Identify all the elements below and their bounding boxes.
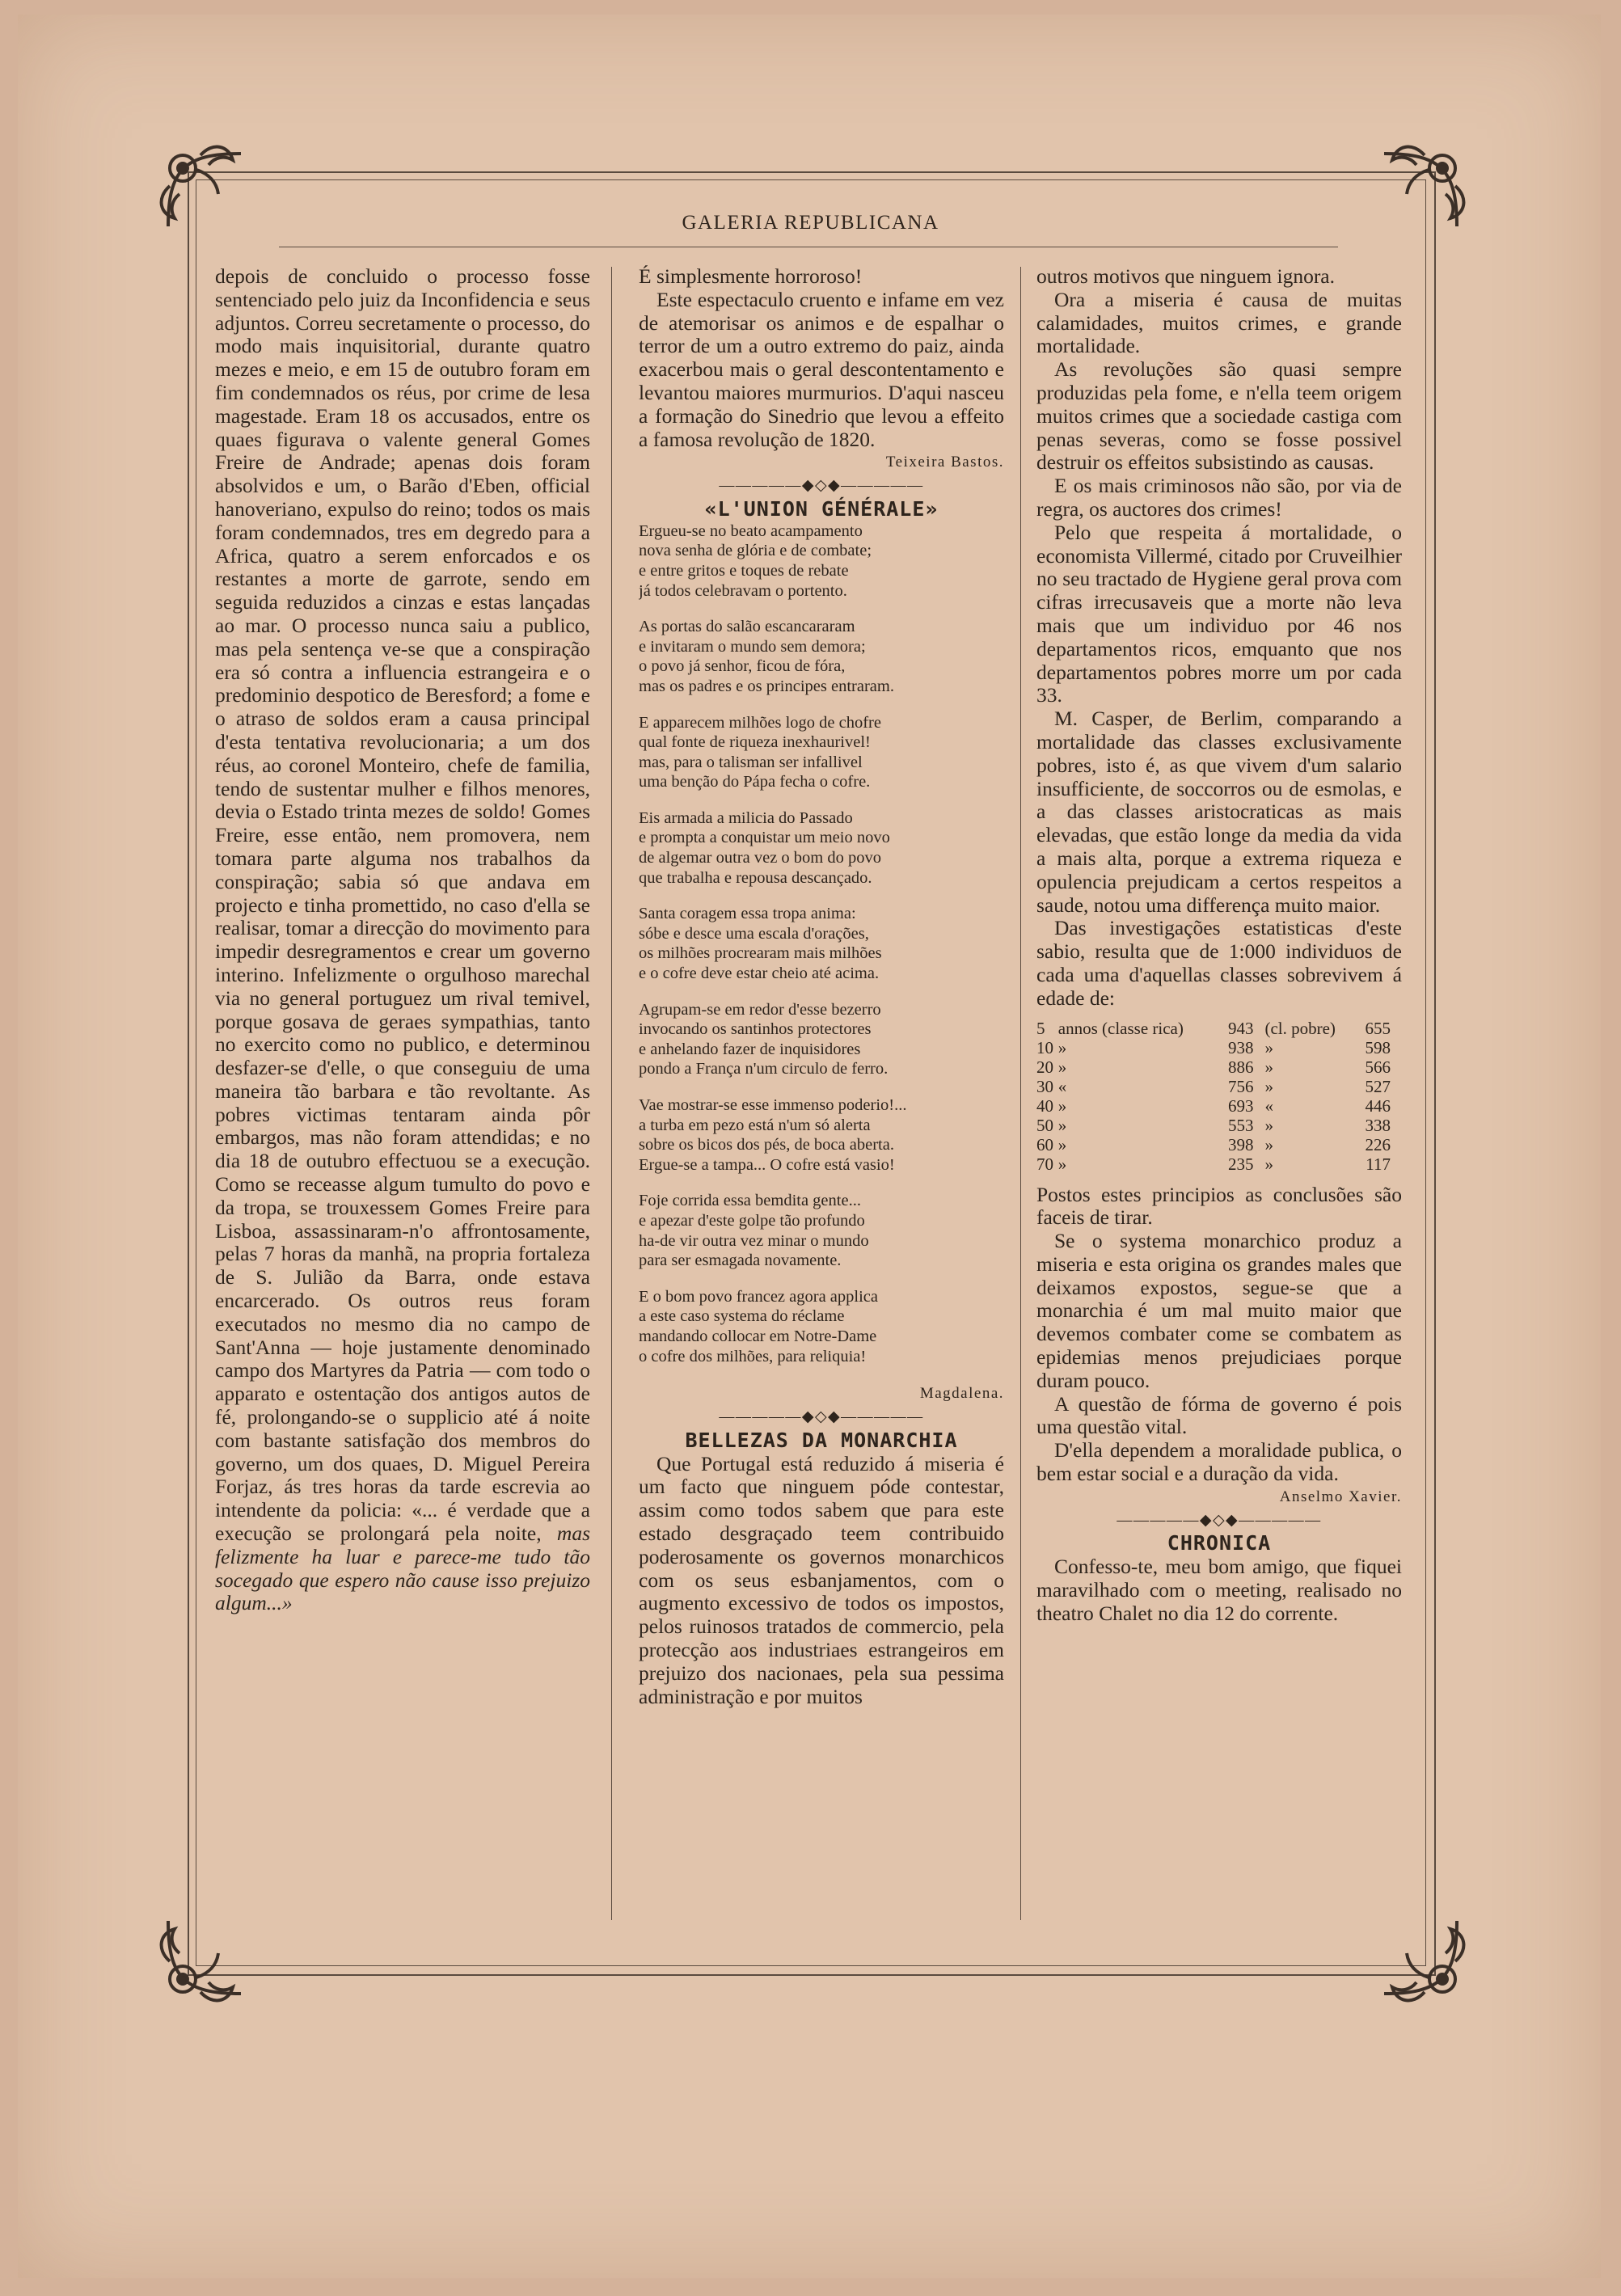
table-row [1036,1116,1402,1135]
table-cell: « [1057,1076,1067,1096]
column-divider-1 [611,267,612,1920]
paragraph: Das investigações estatisticas d'este sabio, resulta que de 1:000 individuos de cada uma d'aquellas classes sobrevivem á edade de: [1036,916,1402,1010]
table-cell: 446 [1365,1095,1391,1116]
poem-line: pondo a França n'um circulo de ferro. [639,1060,889,1078]
table-cell: 226 [1365,1134,1391,1154]
paragraph: Se o systema monarchico produz a miseria e esta origina os grandes males que deixamos expostos, segue-se que a monarchia é um mal muito maior que devemos combater come se combatem as epidemias menos prejudiciaes porque duram pouco. [1036,1229,1402,1392]
table-cell: 117 [1366,1154,1391,1174]
table-cell: 235 [1227,1154,1254,1174]
table-cell: » [1057,1154,1067,1174]
table-cell: » [1057,1095,1067,1116]
poem-stanza [639,1095,1004,1175]
poem-line: e anhelando fazer de inquisidores [639,1040,861,1058]
poem-line: e invitaram o mundo sem demora; [639,637,866,656]
poem-line: o povo já senhor, ficou de fóra, [639,657,846,676]
paragraph: Pelo que respeita á mortalidade, o economista Villermé, citado por Cruveilhier no seu tractado de Hygiene geral prova com cifras irrecusaveis que a morte não leva mais que um individuo por 46 nos departamentos ricos, emquanto que nos departamentos pobres morre um por cada 33. [1036,520,1402,707]
mortality-table [1036,1019,1402,1174]
paragraph: Postos estes principios as conclusões são faceis de tirar. [1036,1182,1402,1230]
poem [639,521,1004,1366]
table-cell: » [1057,1115,1067,1135]
paragraph: outros motivos que ninguem ignora. [1036,265,1336,288]
column-divider-2 [1020,267,1021,1920]
poem-line: Vae mostrar-se esse immenso poderio!... [639,1096,907,1115]
table-cell: 943 [1227,1018,1254,1038]
table-cell: 10 [1036,1037,1053,1057]
table-cell: 20 [1036,1057,1053,1077]
table-cell: 655 [1365,1018,1391,1038]
paragraph: Ora a miseria é causa de muitas calamidades, muitos crimes, e grande mortalidade. [1036,287,1402,358]
table-cell: » [1264,1154,1273,1174]
poem-line: ha-de vir outra vez minar o mundo [639,1231,869,1250]
table-cell: » [1057,1057,1067,1077]
article-body-text: depois de concluido o processo fosse sentenciado pelo juiz da Inconfidencia e seus adjuntos. Correu secretamente o processo, do modo mais inquisitorial, durante quatro mezes e meio, e em 15 de outubro foram em fim condemnados os réus, por crime de lesa magestade. Eram 18 os accusados, entre os quaes figurava o valente general Gomes Freire de Andrade; apenas dois foram absolvidos e um, o Barão d'Eben, official hanoveriano, expulso do reino; todos os mais foram condemnados, tres em degredo para a Africa, quatro a serem enforcados e os restantes a morte de garrote, sendo em seguida reduzidos a cinzas e estas lançadas ao mar. O processo nunca saiu a publico, mas pela sentença ve-se que a conspiração era só contra a influencia estrangeira e o predominio despotico de Beresford; a fome e o atraso de soldos eram a causa principal d'esta tentativa revolucionaria; a um dos réus, ao coronel Monteiro, chefe de familia, tendo de sustentar mulher e filhos menores, devia o Estado trinta mezes de soldo! Gomes Freire, esse então, nem promovera, nem tomara parte alguma nos trabalhos da conspiração; sabia só que andava em projecto e tinha promettido, no caso d'ella se realisar, tomar a direcção do movimento para impedir desregramentos e crear um governo interino. Infelizmente o orgulhoso marechal via no general portuguez um rival temivel, porque gosava de geraes sympathias, tanto no exercito como no publico, e determinou desfazer-se d'elle, o que conseguiu de uma maneira tão barbara e tão revoltante. As pobres victimas tentaram ainda pôr embargos, mas não foram attendidas; e no dia 18 de outubro effectuou se a execução. Como se receasse algum tumulto do povo e da tropa, se trouxessem Gomes Freire para Lisboa, assassinaram-n'o affrontosamente, pelas 7 horas da manhã, na propria fortaleza de S. Julião da Barra, onde estava encarcerado. Os outros reus foram executados no mesmo dia no campo de Sant'Anna — hoje justamente denominado campo dos Martyres da Patria — com todo o apparato e ostentação dos antigos autos de fé, prolongando-se o supplicio até á noite com bastante satisfação dos membros do governo, um dos quaes, D. Miguel Pereira Forjaz, ás tres horas da tarde escrevia ao intendente da policia: «... é verdade que a execução se prolongará pela noite, mas felizmente ha luar e parece-me tudo tão socegado que espero não cause isso prejuizo algum...» [215,265,590,1615]
paragraph: Este espectaculo cruento e infame em vez de atemorisar os animos e de espalhar o terror de um a outro extremo do paiz, ainda exacerbou mais o geral descontentamento e levantou maiores murmurios. D'aqui nasceu a formação do Sinedrio que levou a effeito a famosa revolução de 1820. [639,287,1004,451]
table-cell: 338 [1365,1115,1391,1135]
table-row [1036,1019,1402,1038]
poem-line: e o cofre deve estar cheio até acima. [639,964,880,983]
poem-title: «L'UNION GÉNÉRALE» [704,496,939,521]
italic-quote: mas felizmente ha luar e parece-me tudo tão socegado que espero não cause isso prejuizo algum...» [215,1522,590,1615]
paragraph: Que Portugal está reduzido á miseria é um facto que ninguem póde contestar, assim como todos sabem que para este estado desgraçado teem contribuido poderosamente os governos monarchicos com os seus esbanjamentos, com o augmento excessivo de todos os impostos, pelos ruinosos tratados de commercio, pela protecção aos industriaes estrangeiros em prejuizo dos nacionaes, pela sua pessima administração e por muitos [639,1451,1004,1708]
poem-stanza [639,713,1004,792]
column-2 [639,265,1004,1931]
poem-line: As portas do salão escancararam [639,618,855,636]
poem-stanza [639,808,1004,888]
table-row [1036,1057,1402,1077]
poem-line: o cofre dos milhões, para reliquia! [639,1347,867,1365]
table-cell: 398 [1227,1134,1254,1154]
poem-line: de algemar outra vez o bom do povo [639,849,882,867]
table-cell: 886 [1227,1057,1254,1077]
poem-stanza [639,1287,1004,1366]
poem-line: para ser esmagada novamente. [639,1251,842,1270]
author-signature: Anselmo Xavier. [1279,1488,1402,1505]
poem-line: e entre gritos e toques de rebate [639,561,849,580]
poem-line: mas os padres e os principes entraram. [639,677,894,695]
table-cell: 5 [1036,1018,1045,1038]
table-cell: 756 [1227,1076,1254,1096]
poem-line: a este caso systema do réclame [639,1307,845,1326]
poem-line: nova senha de glória e de combate; [639,542,872,560]
column-1 [215,265,590,1931]
table-cell: « [1264,1095,1273,1116]
separator-ornament: —————◆◇◆————— [719,477,924,495]
paragraph: M. Casper, de Berlim, comparando a mortalidade das classes exclusivamente pobres, isto é, as que vivem d'um salario insufficiente, de soccorros ou de esmolas, e a das classes aristocraticas as mais elevadas, que estão longe da media da vida a mais alta, porque a extrema riqueza e opulencia prejudicam a certos respeitos a saude, notou uma differença muito maior. [1036,707,1402,917]
table-row [1036,1038,1402,1057]
separator-ornament: —————◆◇◆————— [1117,1511,1322,1529]
poem-line: e prompta a conquistar um meio novo [639,829,890,847]
column-3 [1036,265,1402,1931]
poem-line: já todos celebravam o portento. [639,581,847,600]
paragraph: A questão de fórma de governo é pois uma questão vital. [1036,1391,1402,1439]
poem-line: Ergueu-se no beato acampamento [639,521,863,540]
poem-line: sobre os bicos dos pés, de boca aberta. [639,1136,894,1154]
table-cell: » [1264,1037,1273,1057]
poem-stanza [639,1191,1004,1270]
poem-stanza [639,904,1004,983]
poem-line: Eis armada a milicia do Passado [639,808,853,827]
poem-line: Santa coragem essa tropa anima: [639,905,856,923]
poem-stanza [639,521,1004,601]
table-cell: » [1057,1037,1067,1057]
table-cell: 527 [1365,1076,1391,1096]
paragraph: E os mais criminosos não são, por via de regra, os auctores dos crimes! [1036,474,1402,521]
table-cell: 50 [1036,1115,1053,1135]
paragraph: Confesso-te, meu bom amigo, que fiquei maravilhado com o meeting, realisado no theatro Chalet no dia 12 do corrente. [1036,1555,1402,1625]
table-cell: annos (classe rica) [1057,1018,1184,1038]
author-signature: Magdalena. [919,1385,1004,1403]
table-cell: 30 [1036,1076,1053,1096]
table-row [1036,1154,1402,1174]
table-cell: 693 [1227,1095,1254,1116]
table-cell: » [1057,1134,1067,1154]
table-cell: » [1264,1115,1273,1135]
poem-line: a turba em pezo está n'um só alerta [639,1116,871,1134]
article-title: BELLEZAS DA MONARCHIA [685,1428,958,1452]
poem-line: Foje corrida essa bemdita gente... [639,1192,861,1210]
poem-line: sóbe e desce uma escala d'orações, [639,924,869,943]
table-cell: 598 [1365,1037,1391,1057]
paragraph: D'ella dependem a moralidade publica, o bem estar social e a duração da vida. [1036,1438,1402,1486]
table-row [1036,1096,1402,1116]
table-cell: 553 [1227,1115,1254,1135]
table-cell: 566 [1365,1057,1391,1077]
poem-line: mas, para o talisman ser infallivel [639,753,863,771]
poem-line: qual fonte de riqueza inexhaurivel! [639,733,871,752]
poem-line: mandando collocar em Notre-Dame [639,1327,877,1345]
table-cell: » [1264,1057,1273,1077]
table-cell: 60 [1036,1134,1053,1154]
table-cell: » [1264,1076,1273,1096]
paragraph: As revoluções são quasi sempre produzidas pela fome, e n'ella teem origem muitos crimes que a sociedade castiga com penas severas, como se fosse possivel destruir os effeitos subsistindo as causas. [1036,357,1402,475]
poem-line: Agrupam-se em redor d'esse bezerro [639,1000,881,1019]
poem-stanza [639,1000,1004,1079]
running-head: GALERIA REPUBLICANA [682,212,939,234]
poem-line: E o bom povo francez agora applica [639,1287,878,1306]
poem-stanza [639,617,1004,696]
table-cell: 938 [1227,1037,1254,1057]
table-row [1036,1077,1402,1096]
paragraph: É simplesmente horroroso! [639,265,863,288]
separator-ornament: —————◆◇◆————— [719,1408,924,1425]
table-cell: 70 [1036,1154,1053,1174]
poem-line: que trabalha e repousa descançado. [639,868,872,887]
poem-line: E apparecem milhões logo de chofre [639,713,881,732]
table-cell: (cl. pobre) [1264,1018,1336,1038]
table-row [1036,1135,1402,1154]
author-signature: Teixeira Bastos. [885,454,1004,471]
poem-line: e apezar d'este golpe tão profundo [639,1211,865,1230]
section-title: CHRONICA [1167,1531,1272,1555]
table-cell: 40 [1036,1095,1053,1116]
poem-line: uma benção do Pápa fecha o cofre. [639,773,871,791]
poem-line: Ergue-se a tampa... O cofre está vasio! [639,1155,895,1174]
poem-line: os milhões procrearam mais milhões [639,944,882,963]
poem-line: invocando os santinhos protectores [639,1020,872,1039]
table-cell: » [1264,1134,1273,1154]
